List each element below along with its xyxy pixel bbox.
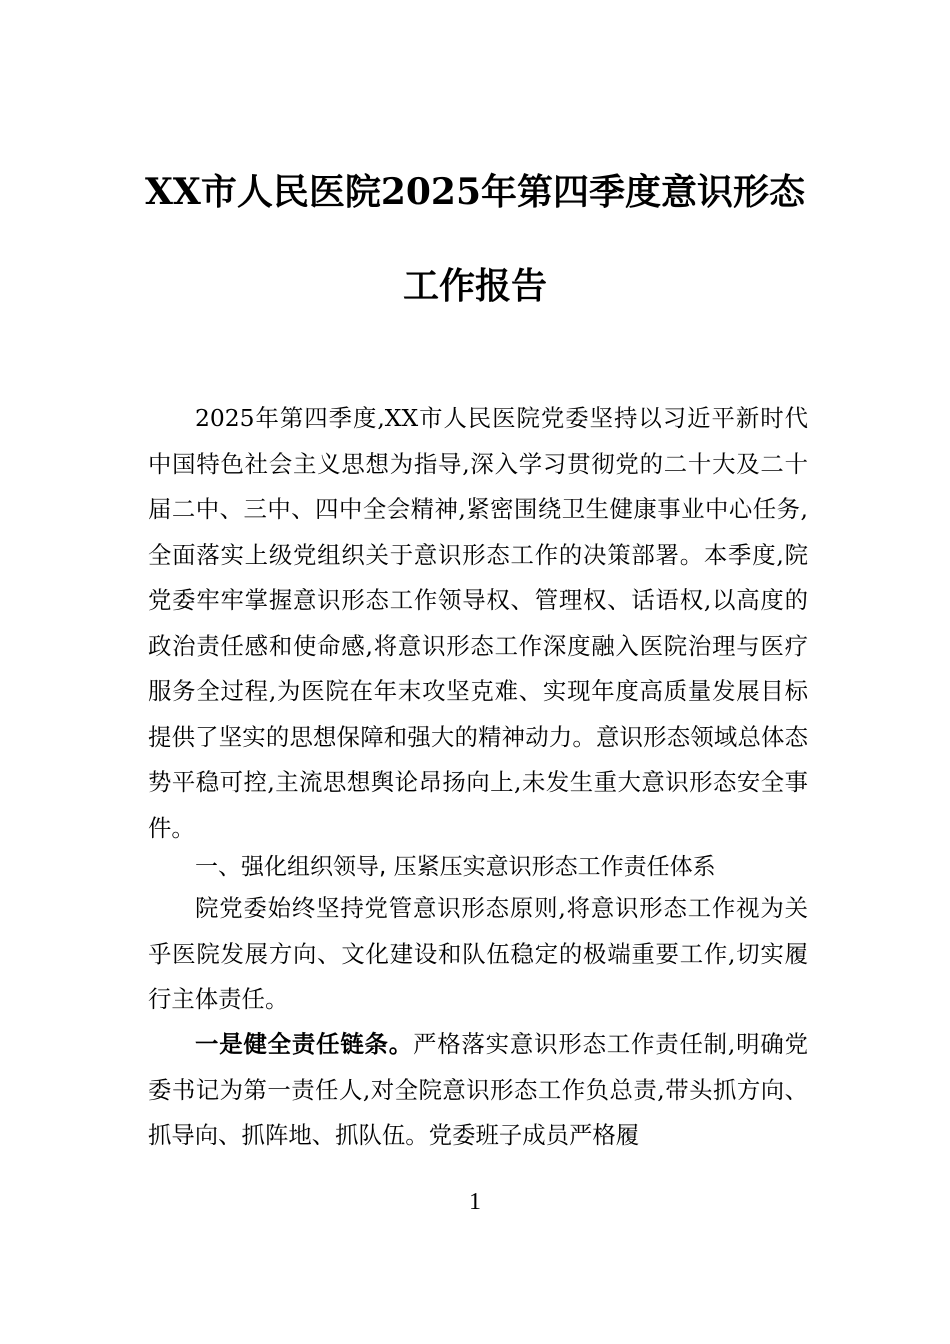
- document-title-line1: XX市人民医院2025年第四季度意识形态: [144, 171, 806, 213]
- section1-paragraph: 院党委始终坚持党管意识形态原则,将意识形态工作视为关乎医院发展方向、文化建设和队伍稳定的极端重要工作,切实履行主体责任。: [148, 894, 808, 1013]
- point1-lead: 一是健全责任链条。: [195, 1030, 414, 1058]
- page-number: 1: [469, 1189, 481, 1215]
- document-title-line2: 工作报告: [402, 265, 547, 307]
- intro-paragraph: 2025年第四季度,XX市人民医院党委坚持以习近平新时代中国特色社会主义思想为指导,深入学习贯彻党的二十大及二十届二中、三中、四中全会精神,紧密围绕卫生健康事业中心任务,全面落实上级党组织关于意识形态工作的决策部署。本季度,院党委牢牢掌握意识形态工作领导权、管理权、话语权,以高度的政治责任感和使命感,将意识形态工作深度融入医院治理与医疗服务全过程,为医院在年末攻坚克难、实现年度高质量发展目标提供了坚实的思想保障和强大的精神动力。意识形态领域总体态势平稳可控,主流思想舆论昂扬向上,未发生重大意识形态安全事件。: [148, 404, 808, 842]
- point1-paragraph: [148, 1022, 808, 1159]
- point1-text: 严格落实意识形态工作责任制,明确党委书记为第一责任人,对全院意识形态工作负总责,带头抓方向、抓导向、抓阵地、抓队伍。党委班子成员严格履: [148, 1030, 809, 1149]
- section1-heading: 一、强化组织领导, 压紧压实意识形态工作责任体系: [195, 854, 716, 880]
